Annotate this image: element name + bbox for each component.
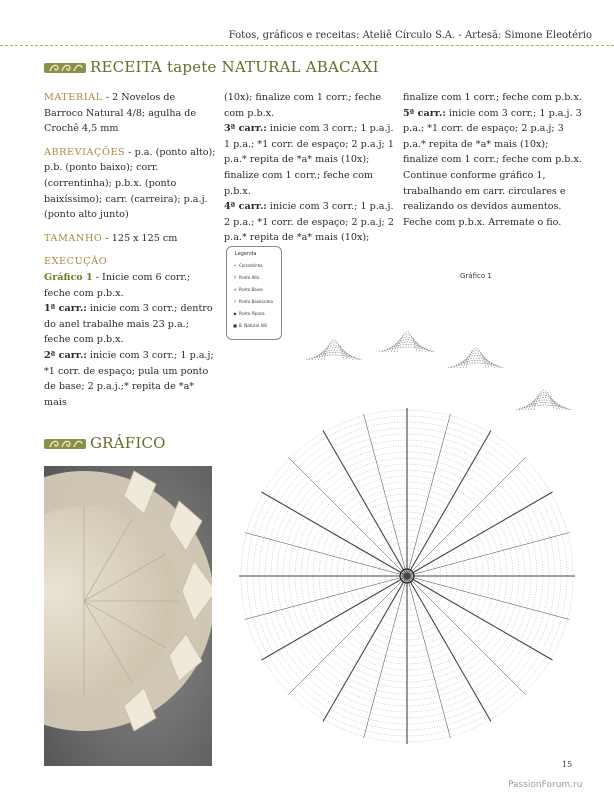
legend-popcorn-icon: ◆ [233,311,237,316]
chart-spoke [407,576,526,695]
chart-pineapple-motif [306,340,362,360]
column-1 [44,90,216,410]
swirl-ornament-icon [44,438,86,450]
size-paragraph [44,231,216,247]
chart-spoke [407,576,569,619]
legend-label-1: Correntinha [239,263,263,268]
row1-label: 1ª carr.: [44,303,87,315]
chart-spoke [262,576,407,660]
abbrev-paragraph [44,145,216,223]
chart-pineapples [306,332,572,410]
material-paragraph [44,90,216,137]
grafico-title-text: GRÁFICO [90,434,166,452]
row5-label: 5ª carr.: [403,107,446,119]
chart-spoke [323,576,407,721]
chart-pineapple-motif [379,332,435,352]
legend-item-4 [231,299,273,304]
row3-text: inicie com 3 corr.; 1 p.a.j. 1 p.a.; *1 corr. de espaço; 2 p.a.j; 1 p.a.* repita de *a* mais (10x); finalize com 1 corr.; feche com p.b.x. [224,123,394,197]
chart-spoke [364,576,407,738]
recipe-title-text: RECEITA tapete NATURAL ABACAXI [90,58,379,76]
chart-legend [226,246,282,340]
chart-label: Gráfico 1 [460,272,492,280]
chart-spoke [262,492,407,576]
watermark: PassionForum.ru [508,780,583,790]
chart-spoke [364,414,407,576]
exec-paragraph [44,254,216,410]
abbrev-label: ABREVIAÇÕES [44,146,126,158]
header-rule [0,45,614,46]
row3-label: 3ª carr.: [224,123,267,135]
grafico-title [44,434,166,452]
chart-spoke [407,457,526,576]
legend-chain-icon: • [233,263,237,268]
chart-spoke [407,576,491,721]
doily-photo [44,466,212,766]
chart-spoke [407,492,552,576]
chart-spoke [407,576,450,738]
chart-spoke [288,576,407,695]
chart-spoke [407,576,552,660]
chart-spoke [245,533,407,576]
exec-label: EXECUÇÃO [44,256,108,268]
recipe-title [44,58,379,76]
graf1-label: Gráfico 1 [44,271,93,283]
swirl-ornament-icon [44,62,86,74]
chart-spoke [407,431,491,576]
legend-item-5 [231,311,265,316]
legend-label-6: B. Natural 4/8 [239,323,267,328]
legend-single-crochet-icon: + [233,287,237,292]
legend-double-crochet-icon: † [234,275,236,280]
legend-item-2 [231,275,259,280]
legend-item-1 [231,263,263,268]
row4-label: 4ª carr.: [224,201,267,213]
column-3 [403,90,583,230]
legend-yarn-icon: ■ [233,323,237,328]
chart-pineapple-motif [516,390,572,410]
legend-label-2: Ponto Alto [239,275,260,280]
row1-text: inicie com 3 corr.; dentro do anel trabalhe mais 23 p.a.; feche com p.b.x. [44,303,213,346]
column-2 [224,90,398,246]
row5-text: inicie com 3 corr.; 1 p.a.j. 3 p.a.; *1 corr. de espaço; 2 p.a.j; 3 p.a.* repita de *a* mais (10x); finalize com 1 corr.; feche com p.b.x. [403,107,582,166]
legend-item-3 [231,287,263,292]
credit-line: Fotos, gráficos e receitas: Ateliê Círculo S.A. - Artesã: Simone Eleotério [228,30,592,41]
abbrev-text: - p.a. (ponto alto); p.b. (ponto baixo); corr. (correntinha); p.b.x. (ponto baixíssimo); carr. (carreira); p.a.j. (ponto alto junto) [44,146,216,221]
page-header [0,30,614,46]
chart-spoke [407,533,569,576]
legend-title: Legenda [235,251,257,257]
chart-radial-lines [239,408,575,744]
row2-text: inicie com 3 corr.; 1 p.a.j; *1 corr. de espaço; pula um ponto de base; 2 p.a.j.;* repita de *a* mais [44,349,214,408]
row2-label: 2ª carr.: [44,349,87,361]
chart-spoke [407,414,450,576]
col3-end: Continue conforme gráfico 1, trabalhando em carr. circulares e realizando os devidos aumentos. Feche com p.b.x. Arremate o fio. [403,169,566,228]
col2-intro: (10x); finalize com 1 corr.; feche com p.b.x. [224,92,382,119]
col3-intro: finalize com 1 corr.; feche com p.b.x. [403,92,582,103]
size-text: - 125 x 125 cm [102,232,178,244]
material-text: - 2 Novelos de Barroco Natural 4/8; agulha de Crochê 4,5 mm [44,92,197,135]
chart-spoke [245,576,407,619]
chart-pineapple-motif [448,348,504,368]
page-number: 15 [562,760,573,769]
legend-slip-stitch-icon: • [233,299,237,304]
material-label: MATERIAL [44,92,103,103]
legend-label-4: Ponto Baixíssimo [239,299,273,304]
chart-spoke [288,457,407,576]
legend-label-3: Ponto Baixo [239,287,263,292]
graf1-text: - Inicie com 6 corr.; feche com p.b.x. [44,271,191,299]
size-label: TAMANHO [44,232,103,244]
legend-item-6 [231,323,267,328]
chart-spoke [323,431,407,576]
legend-label-5: Ponto Pipoca [239,311,265,316]
row4-text: inicie com 3 corr.; 1 p.a.j. 2 p.a.; *1 corr. de espaço; 2 p.a.j; 2 p.a.* repita de *a* mais (10x); [224,201,394,244]
